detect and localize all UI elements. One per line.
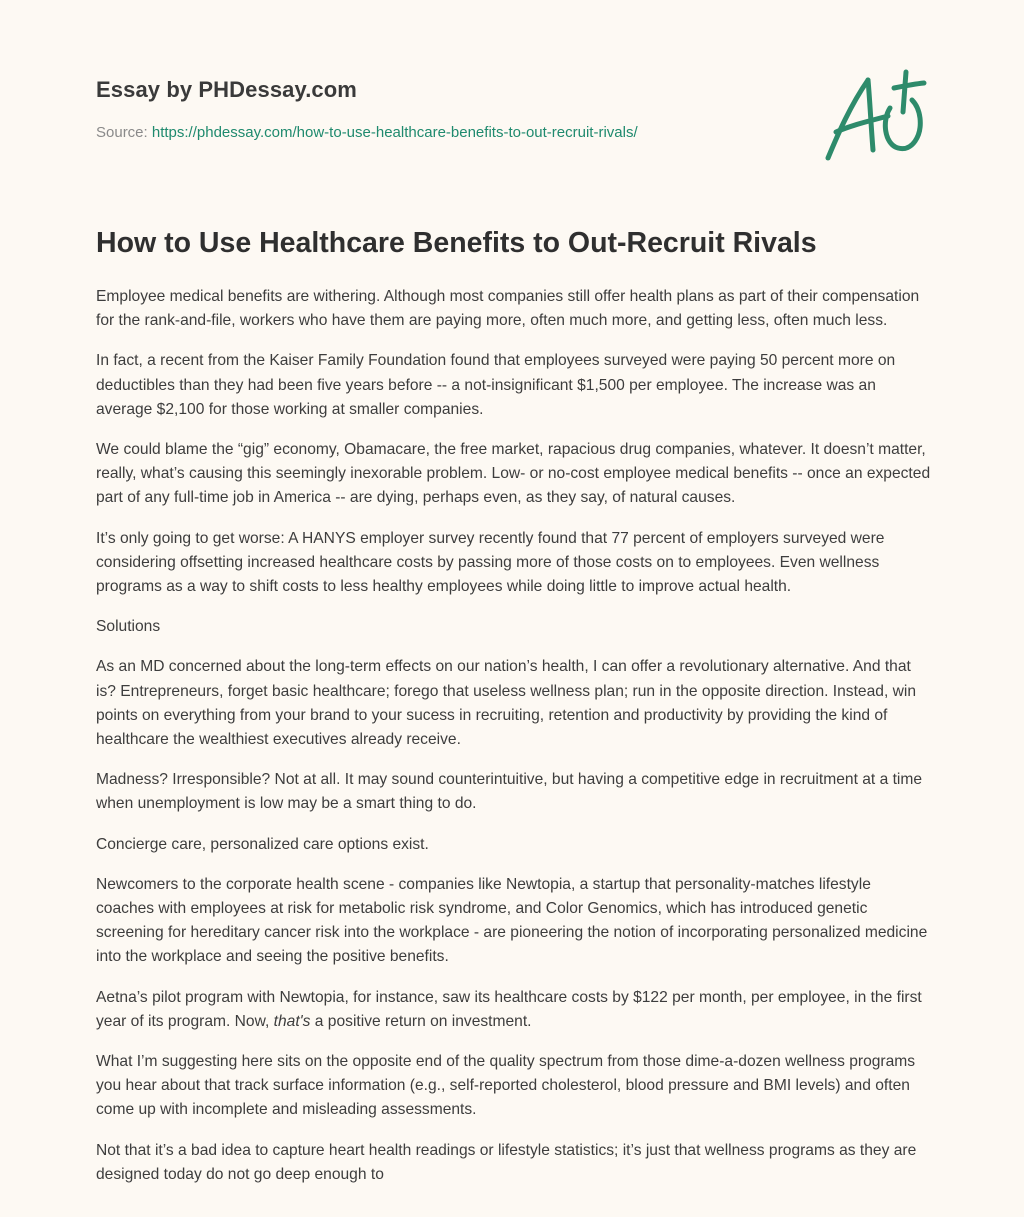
essay-page: [96, 0, 932, 1183]
paragraph: What I’m suggesting here sits on the opposite end of the quality spectrum from those dime-a-dozen wellness programs you hear about that track surface information (e.g., self-reported cholesterol, blood pressure and BMI levels) and often come up with incomplete and misleading assessments.: [96, 1053, 916, 1119]
source-label: Source:: [96, 124, 152, 141]
paragraph: It’s only going to get worse: A HANYS employer survey recently found that 77 percent of employers surveyed were considering offsetting increased healthcare costs by passing more of those costs on to employees. Even wellness programs as a way to shift costs to less healthy employees while doing little to improve actual health.: [96, 529, 885, 596]
paragraph: As an MD concerned about the long-term effects on our nation’s health, I can offer a revolutionary alternative. And that is? Entrepreneurs, forget basic healthcare; forego that useless wellness plan; run in the opposite direction. Instead, win points on everything from your brand to your sucess in recruiting, retention and productivity by providing the kind of healthcare the wealthiest executives already receive.: [96, 658, 917, 749]
paragraph: Newcomers to the corporate health scene - companies like Newtopia, a startup that personality-matches lifestyle coaches with employees at risk for metabolic risk syndrome, and Color Genomics, which has introduced genetic screening for hereditary cancer risk into the workplace - are pioneering the notion of incorporating personalized medicine into the workplace and seeing the positive benefits.: [96, 875, 928, 966]
page-header: [96, 0, 932, 190]
section-heading-solutions: Solutions: [96, 618, 161, 636]
source-line: [96, 124, 638, 141]
paragraph-text: a positive return on investment.: [310, 1012, 532, 1030]
a-plus-logo-icon: [824, 68, 928, 164]
paragraph: Concierge care, personalized care options exist.: [96, 835, 429, 853]
emphasis-text: that's: [273, 1012, 311, 1030]
paragraph-text: Aetna’s pilot program with Newtopia, for instance, saw its healthcare costs by $122 per month, per employee, in the first year of its program. Now,: [96, 988, 922, 1030]
source-link[interactable]: https://phdessay.com/how-to-use-healthcare-benefits-to-out-recruit-rivals/: [151, 124, 638, 141]
paragraph: We could blame the “gig” economy, Obamacare, the free market, rapacious drug companies, whatever. It doesn’t matter, really, what’s causing this seemingly inexorable problem. Low- or no-cost employee medical benefits -- once an expected part of any full-time job in America -- are dying, perhaps even, as they say, of natural causes.: [96, 441, 931, 507]
site-brand: Essay by PHDessay.com: [96, 77, 357, 102]
paragraph: Employee medical benefits are withering. Although most companies still offer health plans as part of their compensation for the rank-and-file, workers who have them are paying more, often much more, and getting less, often much less.: [96, 288, 920, 330]
article-title: How to Use Healthcare Benefits to Out-Recruit Rivals: [96, 227, 817, 259]
paragraph: Madness? Irresponsible? Not at all. It may sound counterintuitive, but having a competitive edge in recruitment at a time when unemployment is low may be a smart thing to do.: [96, 771, 923, 813]
paragraph: Not that it’s a bad idea to capture heart health readings or lifestyle statistics; it’s just that wellness programs as they are designed today do not go deep enough to: [96, 1141, 917, 1183]
article-body: [96, 285, 932, 1203]
paragraph-aetna: [96, 986, 932, 1034]
paragraph: In fact, a recent from the Kaiser Family Foundation found that employees surveyed were paying 50 percent more on deductibles than they had been five years before -- a not-insignificant $1,500 per employee. The increase was an average $2,100 for those working at smaller companies.: [96, 352, 896, 418]
